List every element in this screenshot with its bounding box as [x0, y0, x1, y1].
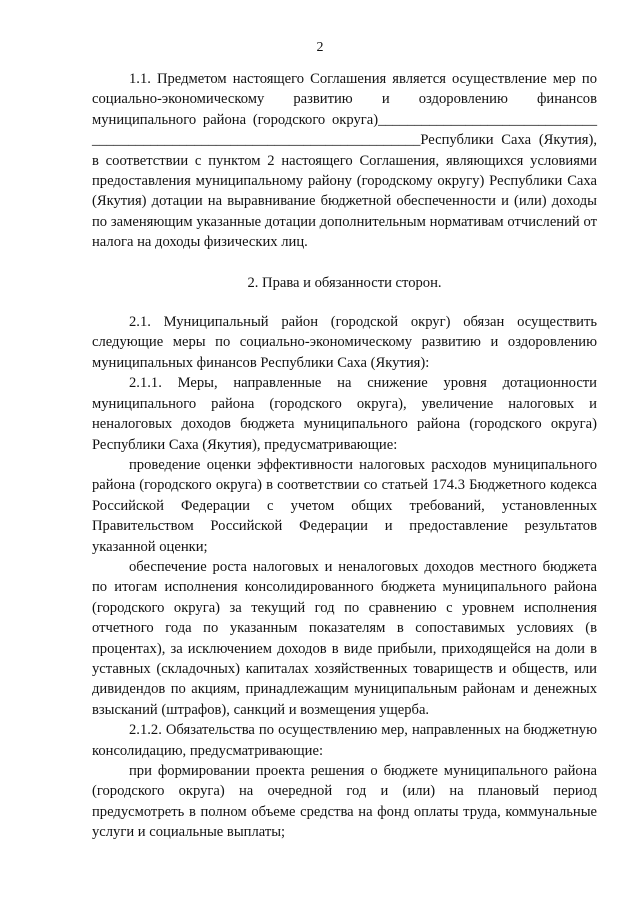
- paragraph-revenue-growth: обеспечение роста налоговых и неналоговых доходов местного бюджета по итогам исполнения консолидированного бюджета муниципального района (городского округа) за текущий год по сравнению с уровнем исполнения отчетного года по указанным показателям в сопоставимых условиях (в процентах), за исключением доходов в виде прибыли, приходящейся на доли в уставных (складочных) капиталах хозяйственных товариществ и обществ, или дивидендов по акциям, принадлежащим муниципальным районам и денежных взысканий (штрафов), санкций и возмещения ущерба.: [92, 558, 597, 718]
- paragraph-tax-expense-assessment: проведение оценки эффективности налоговых расходов муниципального района (городского округа) в соответствии со статьей 174.3 Бюджетного кодекса Российской Федерации с учетом общих требований, установленных Правительством Российской Федерации и предоставление результатов указанной оценки;: [92, 456, 597, 555]
- document-body: [92, 69, 597, 843]
- paragraph-2-1-2: 2.1.2. Обязательства по осуществлению мер, направленных на бюджетную консолидацию, предусматривающие:: [92, 722, 597, 759]
- paragraph-2-1: 2.1. Муниципальный район (городской округ) обязан осуществить следующие меры по социально-экономическому развитию и оздоровлению муниципальных финансов Республики Саха (Якутия):: [92, 314, 597, 371]
- paragraph-1-1: 1.1. Предметом настоящего Соглашения является осуществление мер по социально-экономическому развитию и оздоровлению финансов муниципального района (городского округа)______________________________ _____________________________________________Республики Саха (Якутия), в соответствии с пунктом 2 настоящего Соглашения, являющихся условиями предоставления муниципальному району (городскому округу) Республики Саха (Якутия) дотации на выравнивание бюджетной обеспеченности и (или) доходы по заменяющим указанные дотации дополнительным нормативам отчислений от налога на доходы физических лиц.: [92, 71, 597, 251]
- paragraph-2-1-1: 2.1.1. Меры, направленные на снижение уровня дотационности муниципального района (городского округа), увеличение налоговых и неналоговых доходов бюджета муниципального района (городского округа) Республики Саха (Якутия), предусматривающие:: [92, 375, 597, 453]
- page-number: 2: [316, 40, 324, 55]
- section-heading: 2. Права и обязанности сторон.: [247, 274, 442, 291]
- paragraph-budget-planning: при формировании проекта решения о бюджете муниципального района (городского округа) на очередной год и (или) на плановый период предусмотреть в полном объеме средства на фонд оплаты труда, коммунальные услуги и социальные выплаты;: [92, 763, 597, 841]
